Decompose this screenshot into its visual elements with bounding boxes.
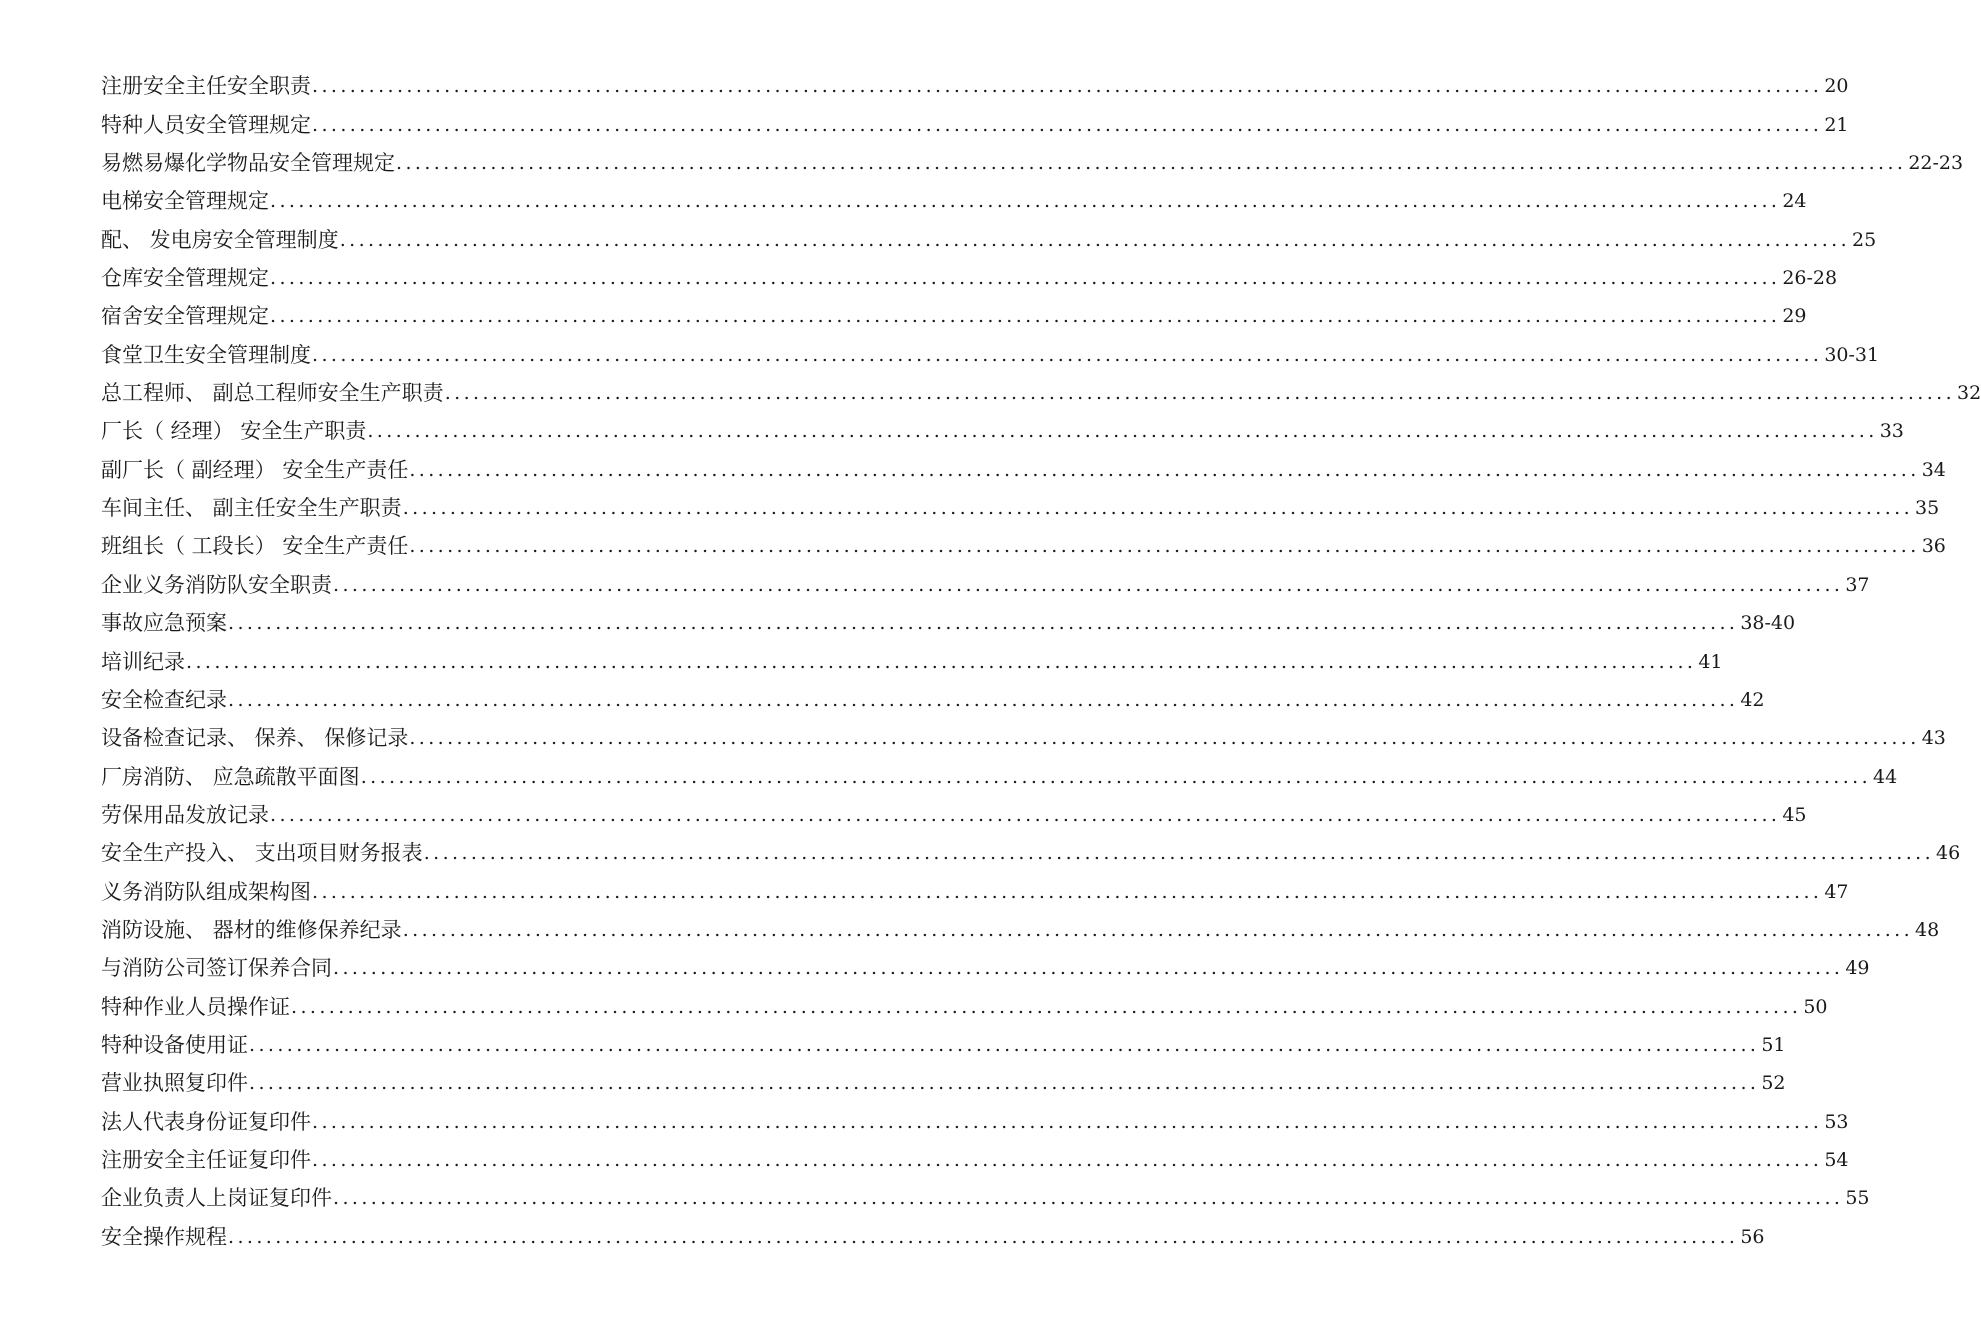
toc-entry[interactable] (101, 335, 1880, 373)
toc-dot-leader: ................................................................................................................................................................ (270, 190, 1781, 213)
toc-entry-page-number: 32 (1957, 382, 1981, 405)
toc-dot-leader: ................................................................................................................................................................ (333, 573, 1844, 596)
toc-entry-title: 仓库安全管理规定 (101, 266, 269, 291)
toc-entry-page-number: 54 (1824, 1148, 1849, 1171)
toc-entry-title: 总工程师、 副总工程师安全生产职责 (101, 381, 444, 406)
toc-entry-page-number: 25 (1852, 228, 1877, 251)
toc-entry-page-number: 29 (1782, 305, 1807, 328)
toc-entry-title: 安全检查纪录 (101, 687, 227, 712)
toc-entry-page-number: 53 (1824, 1110, 1849, 1133)
toc-entry[interactable] (101, 1141, 1849, 1179)
toc-entry-page-number: 24 (1782, 190, 1807, 213)
toc-dot-leader: ................................................................................................................................................................ (409, 458, 1920, 481)
toc-entry-title: 安全操作规程 (101, 1224, 227, 1249)
toc-entry-page-number: 41 (1698, 650, 1723, 673)
toc-entry-title: 特种人员安全管理规定 (101, 112, 311, 137)
toc-dot-leader: ................................................................................................................................................................ (312, 75, 1823, 98)
toc-entry[interactable] (101, 949, 1870, 987)
toc-dot-leader: ................................................................................................................................................................ (396, 152, 1907, 175)
toc-entry-title: 义务消防队组成架构图 (101, 879, 311, 904)
toc-entry-page-number: 51 (1761, 1033, 1786, 1056)
toc-entry-page-number: 45 (1782, 803, 1807, 826)
table-of-contents (101, 67, 1981, 1256)
toc-entry-title: 与消防公司签订保养合同 (101, 956, 332, 981)
toc-dot-leader: ................................................................................................................................................................ (367, 420, 1878, 443)
toc-dot-leader: ................................................................................................................................................................ (360, 765, 1872, 788)
toc-dot-leader: ................................................................................................................................................................ (402, 918, 1914, 941)
toc-entry-page-number: 42 (1740, 688, 1765, 711)
toc-dot-leader: ................................................................................................................................................................ (312, 343, 1823, 366)
toc-entry[interactable] (101, 604, 1796, 642)
toc-entry[interactable] (101, 297, 1807, 335)
toc-entry[interactable] (101, 412, 1904, 450)
toc-entry[interactable] (101, 1064, 1786, 1102)
toc-entry-page-number: 22-23 (1908, 152, 1964, 175)
toc-entry-title: 营业执照复印件 (101, 1071, 248, 1096)
toc-dot-leader: ................................................................................................................................................................ (291, 995, 1802, 1018)
toc-entry-page-number: 43 (1921, 727, 1946, 750)
toc-entry-page-number: 56 (1740, 1225, 1765, 1248)
toc-dot-leader: ................................................................................................................................................................ (312, 880, 1823, 903)
toc-entry[interactable] (101, 1217, 1765, 1255)
toc-entry-page-number: 55 (1845, 1187, 1870, 1210)
toc-entry-page-number: 37 (1845, 573, 1870, 596)
toc-entry-page-number: 30-31 (1824, 343, 1880, 366)
toc-dot-leader: ................................................................................................................................................................ (444, 382, 1956, 405)
toc-entry[interactable] (101, 796, 1807, 834)
toc-entry-title: 厂房消防、 应急疏散平面图 (101, 764, 360, 789)
toc-entry-page-number: 49 (1845, 957, 1870, 980)
toc-dot-leader: ................................................................................................................................................................ (333, 1187, 1844, 1210)
toc-dot-leader: ................................................................................................................................................................ (409, 727, 1920, 750)
toc-entry[interactable] (101, 182, 1807, 220)
toc-entry[interactable] (101, 527, 1946, 565)
toc-entry[interactable] (101, 911, 1940, 949)
toc-entry-page-number: 44 (1873, 765, 1898, 788)
toc-entry-title: 设备检查记录、 保养、 保修记录 (101, 726, 409, 751)
toc-entry[interactable] (101, 872, 1849, 910)
toc-entry-title: 注册安全主任证复印件 (101, 1147, 311, 1172)
toc-dot-leader: ................................................................................................................................................................ (186, 650, 1697, 673)
toc-entry[interactable] (101, 757, 1898, 795)
toc-entry-title: 企业负责人上岗证复印件 (101, 1186, 332, 1211)
toc-entry-title: 注册安全主任安全职责 (101, 74, 311, 99)
toc-entry-title: 安全生产投入、 支出项目财务报表 (101, 841, 423, 866)
toc-entry-title: 培训纪录 (101, 649, 185, 674)
toc-dot-leader: ................................................................................................................................................................ (333, 957, 1844, 980)
toc-entry-title: 法人代表身份证复印件 (101, 1109, 311, 1134)
toc-dot-leader: ................................................................................................................................................................ (270, 803, 1781, 826)
toc-dot-leader: ................................................................................................................................................................ (270, 305, 1781, 328)
toc-entry[interactable] (101, 374, 1981, 412)
toc-entry-title: 事故应急预案 (101, 611, 227, 636)
toc-entry[interactable] (101, 1102, 1849, 1140)
toc-entry-title: 班组长（ 工段长） 安全生产责任 (101, 534, 409, 559)
toc-entry[interactable] (101, 489, 1940, 527)
toc-entry[interactable] (101, 642, 1723, 680)
toc-entry-title: 厂长（ 经理） 安全生产职责 (101, 419, 367, 444)
toc-entry-title: 车间主任、 副主任安全生产职责 (101, 496, 402, 521)
toc-dot-leader: ................................................................................................................................................................ (409, 535, 1920, 558)
toc-dot-leader: ................................................................................................................................................................ (312, 1148, 1823, 1171)
toc-entry[interactable] (101, 144, 1964, 182)
toc-entry-page-number: 46 (1936, 842, 1961, 865)
toc-entry-title: 消防设施、 器材的维修保养纪录 (101, 917, 402, 942)
toc-dot-leader: ................................................................................................................................................................ (312, 113, 1823, 136)
toc-dot-leader: ................................................................................................................................................................ (228, 688, 1739, 711)
toc-entry-page-number: 21 (1824, 113, 1849, 136)
toc-dot-leader: ................................................................................................................................................................ (249, 1072, 1760, 1095)
toc-entry-page-number: 34 (1921, 458, 1946, 481)
toc-entry-page-number: 35 (1915, 497, 1940, 520)
toc-dot-leader: ................................................................................................................................................................ (423, 842, 1935, 865)
toc-entry-page-number: 48 (1915, 918, 1940, 941)
toc-entry-page-number: 36 (1921, 535, 1946, 558)
toc-entry-title: 食堂卫生安全管理制度 (101, 342, 311, 367)
toc-entry[interactable] (101, 1026, 1786, 1064)
toc-entry-title: 劳保用品发放记录 (101, 802, 269, 827)
toc-entry[interactable] (101, 105, 1849, 143)
toc-entry-title: 易燃易爆化学物品安全管理规定 (101, 151, 395, 176)
toc-entry-title: 宿舍安全管理规定 (101, 304, 269, 329)
toc-entry-page-number: 26-28 (1782, 267, 1838, 290)
toc-dot-leader: ................................................................................................................................................................ (339, 228, 1851, 251)
toc-entry-page-number: 50 (1803, 995, 1828, 1018)
toc-entry-page-number: 33 (1879, 420, 1904, 443)
toc-entry-title: 电梯安全管理规定 (101, 189, 269, 214)
toc-entry-title: 副厂长（ 副经理） 安全生产责任 (101, 457, 409, 482)
toc-entry[interactable] (101, 834, 1961, 872)
toc-entry[interactable] (101, 719, 1946, 757)
toc-entry[interactable] (101, 1179, 1870, 1217)
toc-entry-page-number: 47 (1824, 880, 1849, 903)
toc-entry-title: 特种作业人员操作证 (101, 994, 290, 1019)
toc-entry[interactable] (101, 220, 1877, 258)
toc-entry-page-number: 52 (1761, 1072, 1786, 1095)
toc-entry[interactable] (101, 681, 1765, 719)
toc-entry[interactable] (101, 259, 1838, 297)
toc-entry-title: 配、 发电房安全管理制度 (101, 227, 339, 252)
toc-dot-leader: ................................................................................................................................................................ (228, 1225, 1739, 1248)
toc-entry-title: 企业义务消防队安全职责 (101, 572, 332, 597)
toc-entry-page-number: 38-40 (1740, 612, 1796, 635)
toc-entry[interactable] (101, 565, 1870, 603)
toc-dot-leader: ................................................................................................................................................................ (249, 1033, 1760, 1056)
toc-dot-leader: ................................................................................................................................................................ (228, 612, 1739, 635)
toc-entry[interactable] (101, 450, 1946, 488)
toc-dot-leader: ................................................................................................................................................................ (402, 497, 1914, 520)
toc-entry-page-number: 20 (1824, 75, 1849, 98)
toc-entry[interactable] (101, 67, 1849, 105)
toc-dot-leader: ................................................................................................................................................................ (270, 267, 1781, 290)
toc-entry[interactable] (101, 987, 1828, 1025)
toc-dot-leader: ................................................................................................................................................................ (312, 1110, 1823, 1133)
toc-entry-title: 特种设备使用证 (101, 1032, 248, 1057)
